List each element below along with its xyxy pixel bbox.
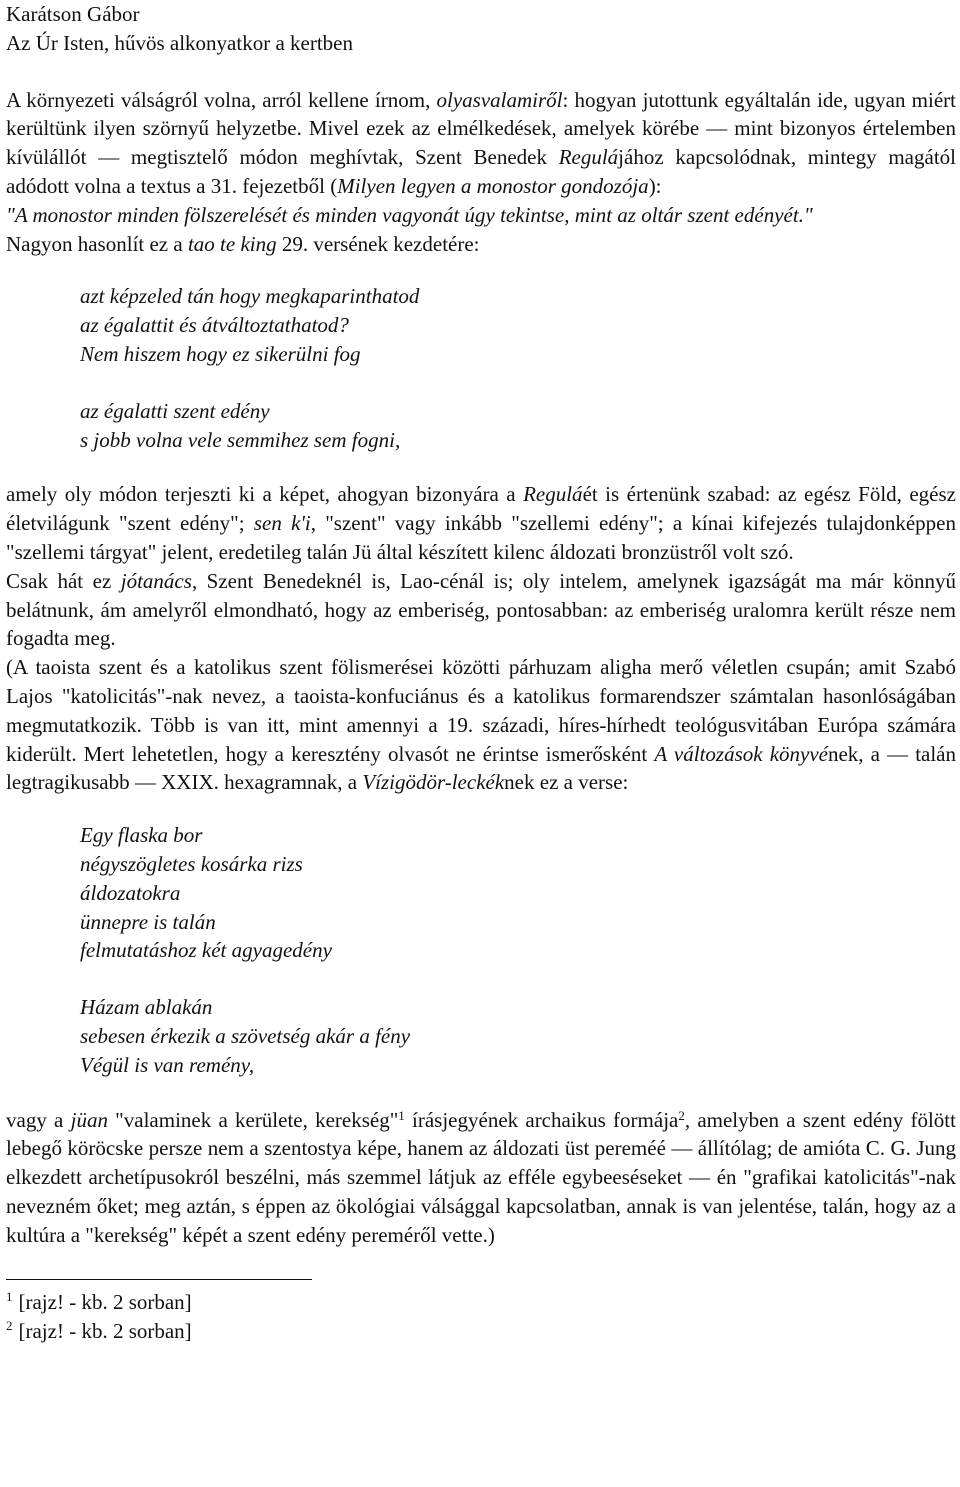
poem-line: Végül is van remény, [80,1052,255,1077]
footnote-ref[interactable]: 2 [678,1107,685,1123]
poem-line: Házam ablakán [80,995,213,1020]
body-paragraph: (A taoista szent és a katolikus szent fölismerései közötti párhuzam aligha merő véletlen csupán; amit Szabó Lajos "katolicitás"-nak nevez, a taoista-konfuciánus és a katolikus formarendszer számtalan hasonlóságában megmutatkozik. Több is van itt, mint amennyi a 19. századi, híres-hírhedt teológusvitában Európa számára kiderült. Mert lehetetlen, hogy a keresztény olvasót ne érintse ismerősként A változások könyvének, a — talán legtragikusabb — XXIX. hexagramnak, a Vízigödör-leckéknek ez a verse: [6,655,957,795]
document-page [6,0,956,1346]
poem-iching [80,821,956,1079]
body-paragraph: Csak hát ez jótanács, Szent Benedeknél is, Lao-cénál is; oly intelem, amelynek igazságát ma már könnyű belátnunk, ám amelyről elmondható, hogy az emberiség, pontosabban: az emberiség uralomra került része nem fogadta meg. [6,568,956,651]
poem-line: Egy flaska bor [80,823,203,848]
poem-line: az égalattit és átváltoztathatod? [80,313,349,338]
author-name: Karátson Gábor [6,2,140,26]
footnote-ref[interactable]: 1 [398,1107,405,1123]
poem-line: négyszögletes kosárka rizs [80,851,303,876]
intro-paragraph: A környezeti válságról volna, arról kellene írnom, olyasvalamiről: hogyan jutottunk egyáltalán ide, ugyan miért kerültünk ilyen szörnyű helyzetbe. Mivel ezek az elmélkedések, amelyek körébe — mint bizonyos értelemben kívülállót — megtisztelő módon meghívtak, Szent Benedek Regulájához kapcsolódnak, mintegy magától adódott volna a textus a 31. fejezetből (Milyen legyen a monostor gondozója): [6,87,956,198]
poem-line: áldozatokra [80,880,181,905]
footnote: $^1$ [rajz! - kb. 2 sorban] [6,1289,192,1315]
intro-tail: Nagyon hasonlít ez a tao te king 29. versének kezdetére: [6,231,480,256]
poem-line: az égalatti szent edény [80,398,270,423]
poem-line: azt képzeled tán hogy megkaparinthatod [80,284,420,309]
footnote-separator [6,1279,312,1280]
footnote: $^2$ [rajz! - kb. 2 sorban] [6,1318,192,1344]
body-paragraph: vagy a jüan "valaminek a kerülete, kerekség"$^1$ írásjegyének archaikus formája$^2$, amelyben a szent edény fölött lebegő köröcske persze nem a szentostya képe, hanem az áldozati üst pereméé — állítólag; de amióta C. G. Jung elkezdett archetípusokról beszélni, más szemmel látjuk az efféle egybeeséseket — én "grafikai katolicitás"-nak nevezném őket; meg aztán, s éppen az ökológiai válsággal kapcsolatban, annak is van jelentése, talán, hogy az a kultúra a "kerekség" képét a szent edény pereméről vette.) [6,1107,956,1247]
poem-line: s jobb volna vele semmihez sem fogni, [80,427,401,452]
poem-line: sebesen érkezik a szövetség akár a fény [80,1023,411,1048]
poem-line: Nem hiszem hogy ez sikerülni fog [80,341,361,366]
poem-line: ünnepre is talán [80,909,216,934]
body-paragraph: amely oly módon terjeszti ki a képet, ahogyan bizonyára a Reguláét is értenünk szabad: az egész Föld, egész életvilágunk "szent edény"; sen k'i, "szent" vagy inkább "szellemi edény"; a kínai kifejezés tulajdonképpen "szellemi tárgyat" jelent, eredetileg talán Jü által készített kilenc áldozati bronzüstről volt szó. [6,482,957,564]
document-title: Az Úr Isten, hűvös alkonyatkor a kertben [6,30,353,55]
regula-quote: "A monostor minden fölszerelését és minden vagyonát úgy tekintse, mint az oltár szent edényét." [6,202,813,227]
poem-line: felmutatáshoz két agyagedény [80,938,332,963]
poem-tao [80,282,956,454]
